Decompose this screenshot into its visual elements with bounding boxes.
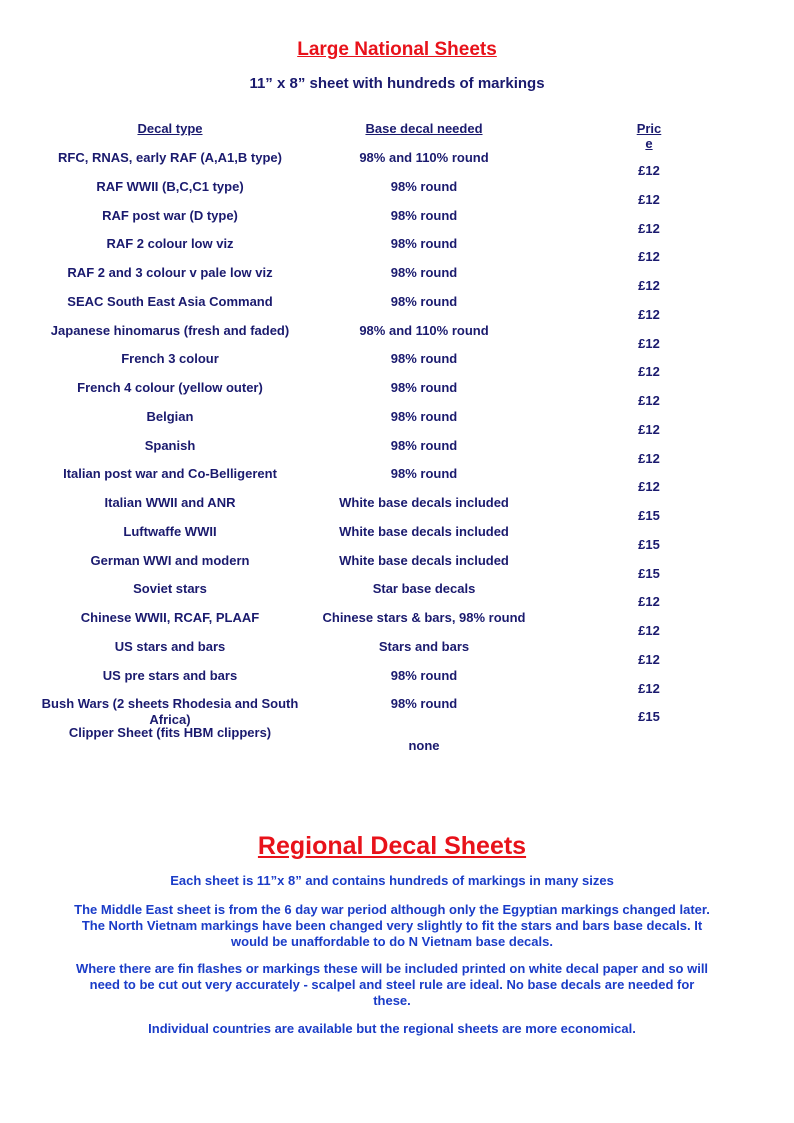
- decal-type-cell: Clipper Sheet (fits HBM clippers): [68, 725, 272, 740]
- price-cell: £15: [638, 508, 660, 523]
- base-decal-cell: White base decals included: [339, 552, 509, 568]
- regional-paragraph-4: Individual countries are available but the regional sheets are more economical.: [148, 1021, 636, 1036]
- decal-type-cell: Spanish: [144, 437, 196, 453]
- base-decal-cell: 98% round: [390, 466, 458, 482]
- large-sheets-subtitle: 11” x 8” sheet with hundreds of markings: [249, 75, 545, 92]
- decal-type-cell: RAF 2 colour low viz: [106, 236, 234, 252]
- price-cell: £12: [638, 651, 660, 667]
- decal-type-cell: Soviet stars: [133, 581, 207, 597]
- price-cell: £12: [638, 421, 660, 437]
- price-cell: £12: [638, 278, 660, 293]
- decal-type-cell: SEAC South East Asia Command: [67, 293, 273, 309]
- base-decal-cell: 98% round: [390, 408, 458, 424]
- col-header-price-line2: e: [645, 136, 653, 151]
- price-cell: £12: [638, 623, 660, 638]
- col-header-price-line1: Pric: [636, 121, 662, 136]
- decal-type-cell: German WWI and modern: [90, 552, 250, 568]
- decal-type-cell: RFC, RNAS, early RAF (A,A1,B type): [58, 150, 282, 165]
- decal-type-cell: Bush Wars (2 sheets Rhodesia and South Africa): [41, 696, 299, 728]
- col-header-price: [620, 121, 678, 151]
- price-cell: £12: [638, 335, 660, 351]
- col-header-base-decal: Base decal needed: [365, 121, 483, 136]
- decal-type-cell: Luftwaffe WWII: [123, 523, 217, 539]
- price-cell: £15: [638, 536, 660, 552]
- decal-type-cell: Italian post war and Co-Belligerent: [63, 466, 277, 482]
- regional-paragraph-3: Where there are fin flashes or markings these will be included printed on white decal paper and so will need to be cut out very accurately - scalpel and steel rule are ideal. No base decals are needed for these.: [75, 961, 709, 1008]
- price-cell: £12: [638, 393, 660, 408]
- decal-type-cell: Italian WWII and ANR: [104, 495, 236, 510]
- decal-type-cell: US stars and bars: [114, 638, 226, 654]
- decal-type-cell: Japanese hinomarus (fresh and faded): [50, 322, 290, 338]
- col-header-decal-type: Decal type: [137, 121, 203, 136]
- decal-type-cell: Chinese WWII, RCAF, PLAAF: [80, 610, 260, 625]
- price-cell: £12: [638, 680, 660, 696]
- price-cell: £12: [638, 306, 660, 322]
- regional-sheets-title: Regional Decal Sheets: [257, 832, 527, 860]
- base-decal-cell: White base decals included: [339, 523, 509, 539]
- price-cell: £12: [638, 249, 660, 265]
- base-decal-cell: 98% round: [390, 437, 458, 453]
- base-decal-cell: 98% round: [390, 236, 458, 252]
- price-cell: £12: [638, 191, 660, 207]
- base-decal-cell: 98% and 110% round: [359, 150, 489, 165]
- price-cell: £12: [638, 220, 660, 236]
- price-cell: £12: [638, 364, 660, 380]
- base-decal-cell: 98% round: [390, 667, 458, 683]
- regional-paragraph-2: The Middle East sheet is from the 6 day war period although only the Egyptian markings changed later. The North Vietnam markings have been changed very slightly to fit the stars and bars base decals. It would be unaffordable to do N Vietnam base decals.: [74, 902, 710, 949]
- decal-type-cell: RAF 2 and 3 colour v pale low viz: [67, 265, 273, 280]
- base-decal-cell: 98% round: [390, 380, 458, 395]
- price-cell: £15: [638, 709, 660, 725]
- price-cell: £12: [638, 594, 660, 610]
- price-cell: £12: [638, 479, 660, 495]
- decal-type-cell: French 4 colour (yellow outer): [77, 380, 263, 395]
- decal-type-cell: Belgian: [146, 408, 194, 424]
- price-cell: £15: [638, 565, 660, 581]
- base-decal-cell: Star base decals: [372, 581, 476, 597]
- base-decal-cell: 98% round: [390, 178, 458, 194]
- decal-type-cell: US pre stars and bars: [102, 667, 238, 683]
- price-cell: £12: [638, 450, 660, 466]
- base-decal-cell: 98% round: [390, 265, 458, 280]
- base-decal-cell: Stars and bars: [378, 638, 470, 654]
- base-decal-cell: none: [408, 738, 440, 753]
- base-decal-cell: Chinese stars & bars, 98% round: [322, 610, 526, 625]
- base-decal-cell: 98% round: [390, 293, 458, 309]
- base-decal-cell: 98% round: [390, 696, 458, 712]
- regional-paragraph-1: Each sheet is 11”x 8” and contains hundreds of markings in many sizes: [170, 873, 614, 888]
- base-decal-cell: White base decals included: [339, 495, 509, 510]
- large-sheets-title: Large National Sheets: [297, 39, 497, 60]
- decal-type-cell: French 3 colour: [121, 351, 219, 367]
- base-decal-cell: 98% and 110% round: [359, 322, 489, 338]
- decal-type-cell: RAF WWII (B,C,C1 type): [96, 178, 244, 194]
- base-decal-cell: 98% round: [390, 351, 458, 367]
- decal-type-cell: RAF post war (D type): [102, 207, 238, 223]
- price-cell: £12: [638, 163, 660, 178]
- base-decal-cell: 98% round: [390, 207, 458, 223]
